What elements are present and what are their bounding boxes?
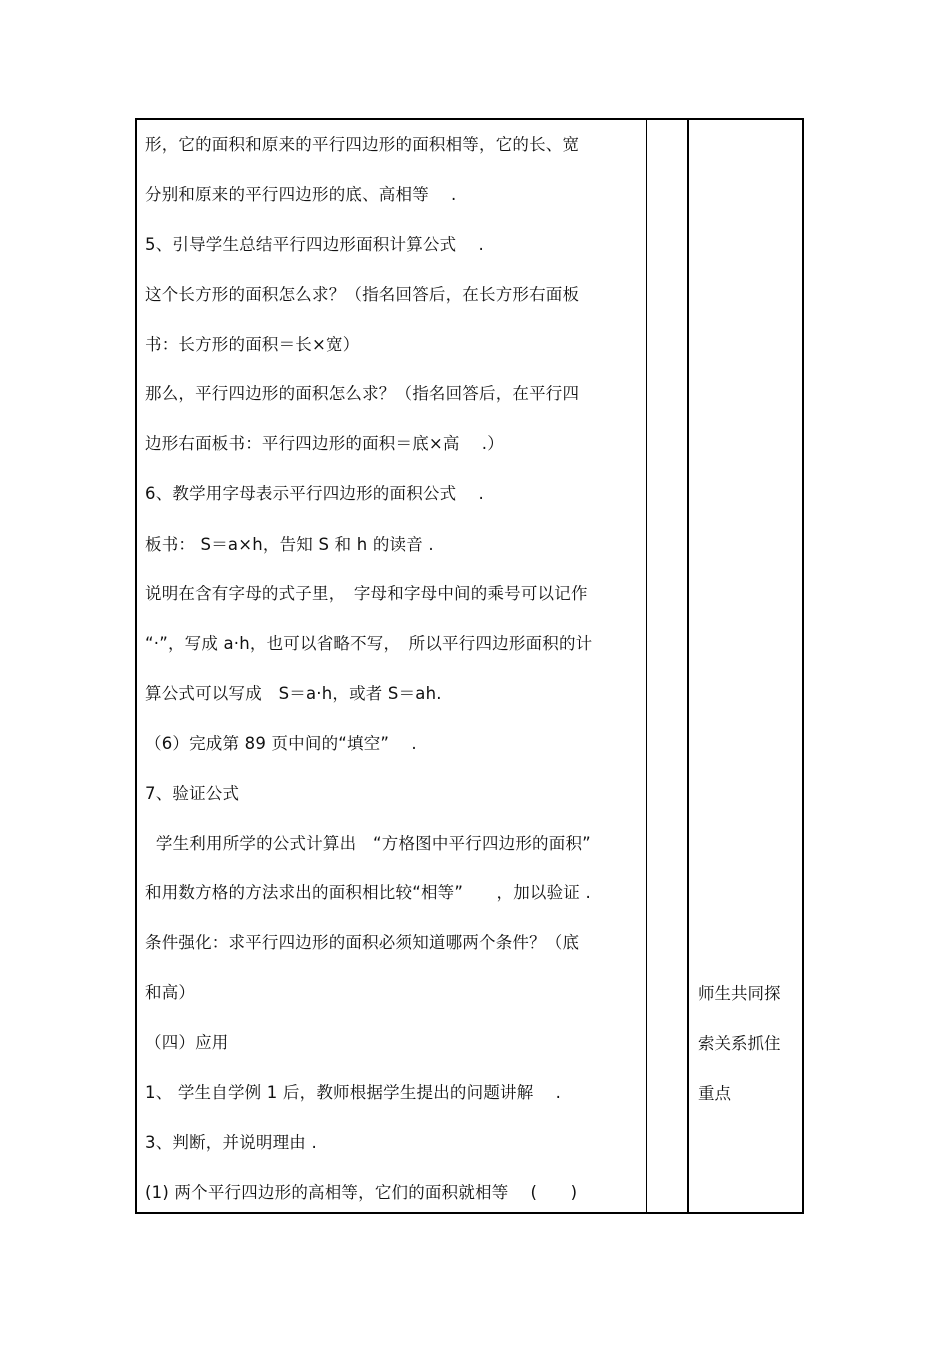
text-line: 和高） <box>145 983 196 1002</box>
text-line: （6）完成第 89 页中间的“填空” . <box>145 734 417 753</box>
text-line: 1、 学生自学例 1 后，教师根据学生提出的问题讲解 . <box>145 1083 562 1102</box>
text-line: 这个长方形的面积怎么求？（指名回答后，在长方形右面板 <box>145 285 580 304</box>
text-line: 算公式可以写成 S＝a·h，或者 S＝ah. <box>145 684 442 703</box>
column-divider-1 <box>646 120 647 1212</box>
text-line: 板书： S＝a×h，告知 S 和 h 的读音 . <box>145 535 434 554</box>
column-divider-2 <box>687 120 689 1212</box>
side-note-line: 重点 <box>698 1084 731 1103</box>
text-line: 边形右面板书：平行四边形的面积＝底×高 .） <box>145 434 504 453</box>
text-line: “·”，写成 a·h，也可以省略不写， 所以平行四边形面积的计 <box>145 634 593 653</box>
text-line: 条件强化：求平行四边形的面积必须知道哪两个条件？（底 <box>145 933 580 952</box>
side-note-line: 师生共同探 <box>698 984 781 1003</box>
text-line: 和用数方格的方法求出的面积相比较“相等” ，加以验证 . <box>145 883 591 902</box>
text-line: 3、判断，并说明理由 . <box>145 1133 317 1152</box>
text-line: (1) 两个平行四边形的高相等，它们的面积就相等 ( ) <box>145 1183 578 1202</box>
text-line: 书：长方形的面积＝长×宽） <box>145 335 360 354</box>
text-line: 分别和原来的平行四边形的底、高相等 . <box>145 185 457 204</box>
text-line: （四）应用 <box>145 1033 229 1052</box>
text-line: 5、引导学生总结平行四边形面积计算公式 . <box>145 235 484 254</box>
text-line: 学生利用所学的公式计算出 “方格图中平行四边形的面积” <box>145 834 591 853</box>
text-line: 7、验证公式 <box>145 784 240 803</box>
text-line: 6、教学用字母表示平行四边形的面积公式 . <box>145 484 484 503</box>
side-note-line: 索关系抓住 <box>698 1034 781 1053</box>
text-line: 说明在含有字母的式子里， 字母和字母中间的乘号可以记作 <box>145 584 588 603</box>
text-line: 形，它的面积和原来的平行四边形的面积相等，它的长、宽 <box>145 135 580 154</box>
text-line: 那么，平行四边形的面积怎么求？（指名回答后，在平行四 <box>145 384 580 403</box>
